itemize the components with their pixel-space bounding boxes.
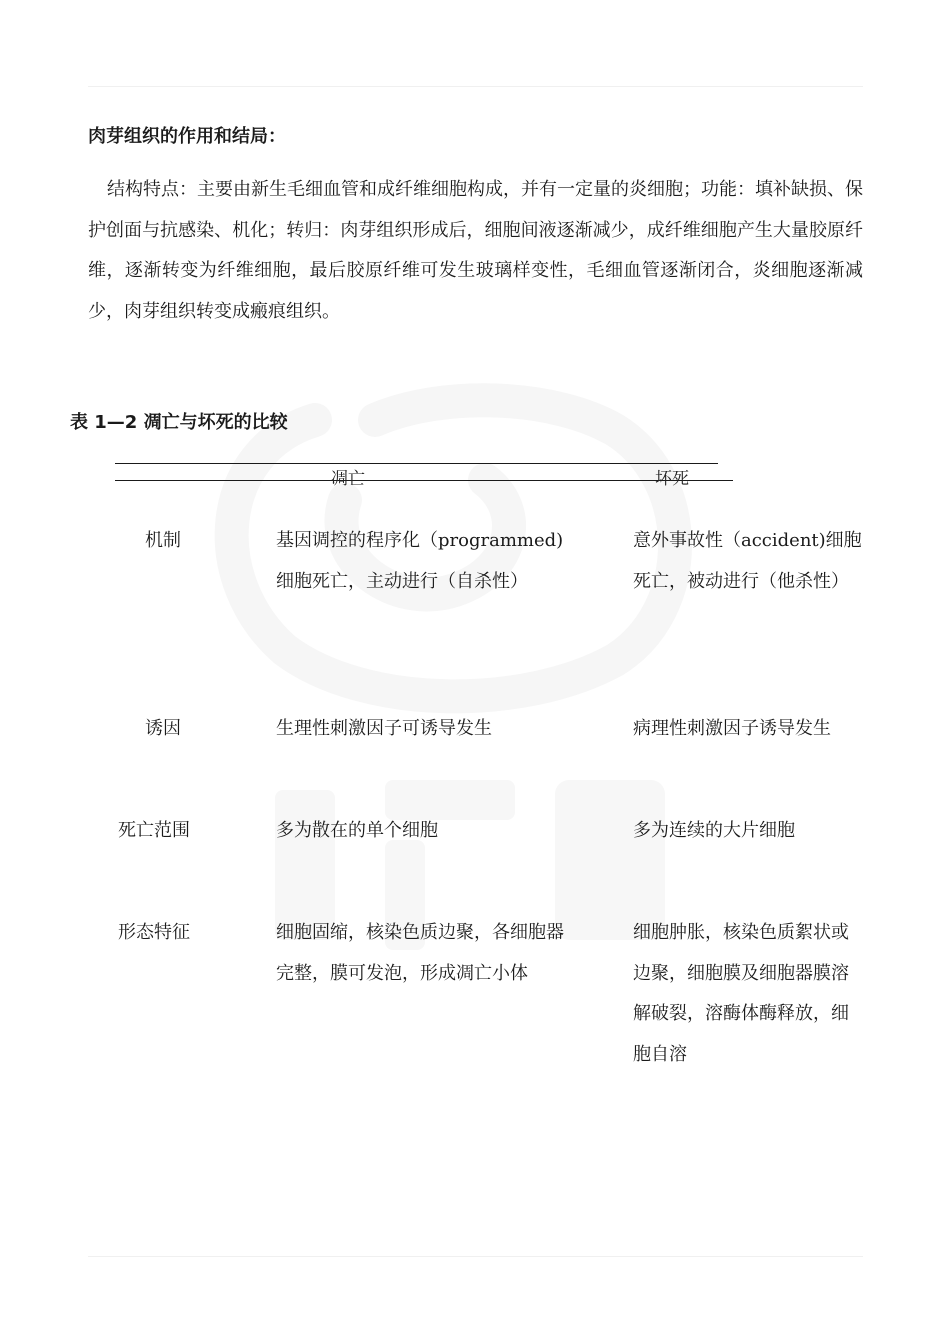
necrosis-cell: 多为连续的大片细胞 (633, 820, 795, 841)
apoptosis-cell: 生理性刺激因子可诱导发生 (276, 718, 492, 739)
column-header-apoptosis: 凋亡 (331, 469, 365, 489)
header-rule (88, 86, 863, 87)
necrosis-cell: 病理性刺激因子诱导发生 (633, 718, 831, 739)
footer-rule (88, 1256, 863, 1257)
section-heading: 肉芽组织的作用和结局： (88, 126, 286, 147)
body-paragraph: 结构特点：主要由新生毛细血管和成纤维细胞构成，并有一定量的炎细胞；功能：填补缺损、保护创面与抗感染、机化；转归：肉芽组织形成后，细胞间液逐渐减少，成纤维细胞产生大量胶原纤维，逐渐转变为纤维细胞，最后胶原纤维可发生玻璃样变性，毛细血管逐渐闭合，炎细胞逐渐减少，肉芽组织转变成瘢痕组织。 (88, 179, 863, 322)
watermark-logo (195, 360, 715, 980)
row-label: 死亡范围 (118, 820, 190, 841)
apoptosis-cell: 细胞固缩，核染色质边聚，各细胞器完整，膜可发泡，形成凋亡小体 (276, 922, 564, 984)
row-label: 机制 (145, 530, 181, 551)
column-header-necrosis: 坏死 (655, 469, 689, 489)
apoptosis-cell: 多为散在的单个细胞 (276, 820, 438, 841)
table-top-rule (115, 463, 718, 464)
row-label: 形态特征 (118, 922, 190, 943)
necrosis-cell: 意外事故性（accident)细胞死亡，被动进行（他杀性） (633, 530, 862, 592)
table-caption: 表 1—2 凋亡与坏死的比较 (70, 412, 288, 433)
apoptosis-cell: 基因调控的程序化（programmed)细胞死亡，主动进行（自杀性） (276, 530, 564, 592)
table-header-rule (115, 480, 733, 481)
row-label: 诱因 (145, 718, 181, 739)
necrosis-cell: 细胞肿胀，核染色质絮状或边聚，细胞膜及细胞器膜溶解破裂，溶酶体酶释放，细胞自溶 (633, 922, 849, 1065)
